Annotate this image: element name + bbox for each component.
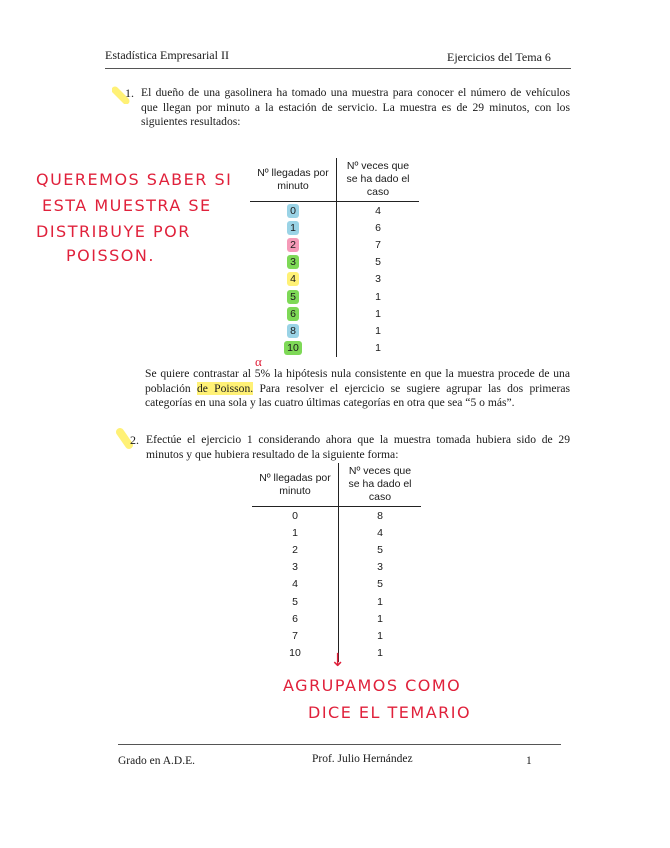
table-row: [252, 610, 421, 627]
arrivals-value: 3: [287, 255, 299, 269]
exercise-1-number: 1.: [125, 86, 134, 100]
down-arrow-icon: ↓: [330, 650, 347, 671]
cell-arrivals: [250, 202, 337, 220]
table-2-header-x: Nº llegadas por minuto: [252, 463, 339, 507]
followup-text-post: Para resolver el ejercicio se sugiere agrupar las dos primeras categorías en una sola y las cuatro últimas categorías en otra que sea “5 o más”.: [145, 381, 571, 409]
table-row: [250, 202, 419, 220]
cell-frequency: 5: [337, 254, 420, 271]
cell-arrivals: [252, 576, 339, 593]
arrivals-value: 2: [292, 543, 298, 556]
followup-text-pre: Se quiere contrastar al 5% la hipótesis nula consistente en que la muestra procede de una población: [145, 367, 570, 395]
arrivals-value: 6: [287, 307, 299, 321]
header-right: Ejercicios del Tema 6: [447, 50, 551, 64]
table-row: [250, 236, 419, 253]
table-row: [252, 627, 421, 644]
cell-arrivals: [252, 559, 339, 576]
cell-frequency: 1: [337, 305, 420, 322]
table-row: [250, 322, 419, 339]
annotation-line-3: DISTRIBUYE POR: [36, 222, 191, 241]
arrivals-value: 7: [292, 629, 298, 642]
header-left: Estadística Empresarial II: [105, 48, 229, 62]
cell-arrivals: [250, 322, 337, 339]
annotation-line-2: ESTA MUESTRA SE: [42, 196, 212, 215]
table-row: [250, 271, 419, 288]
cell-frequency: 1: [337, 340, 420, 357]
cell-frequency: 1: [339, 645, 422, 662]
cell-arrivals: [252, 524, 339, 541]
followup-poisson-highlight: de Poisson.: [196, 381, 254, 395]
arrivals-value: 3: [292, 561, 298, 574]
arrivals-value: 10: [289, 647, 301, 660]
footer-center: Prof. Julio Hernández: [312, 753, 413, 765]
cell-arrivals: [250, 305, 337, 322]
footer-left: Grado en A.D.E.: [118, 755, 195, 767]
exercise-2-number: 2.: [130, 433, 139, 447]
cell-frequency: 7: [337, 236, 420, 253]
arrivals-value: 1: [292, 526, 298, 539]
arrivals-value: 4: [292, 578, 298, 591]
cell-arrivals: [252, 593, 339, 610]
cell-arrivals: [252, 627, 339, 644]
arrivals-value: 0: [287, 204, 299, 218]
table-row: [252, 576, 421, 593]
arrivals-value: 8: [287, 324, 299, 338]
table-row: [252, 541, 421, 558]
exercise-1-followup: [145, 367, 570, 411]
table-row: [250, 254, 419, 271]
table-row: [252, 593, 421, 610]
annotation-2-line-2: DICE EL TEMARIO: [308, 703, 472, 722]
frequency-table-1: [250, 158, 419, 357]
table-1-header-f: Nº veces que se ha dado el caso: [337, 158, 420, 202]
cell-arrivals: [250, 236, 337, 253]
cell-arrivals: [252, 645, 339, 662]
cell-arrivals: [252, 610, 339, 627]
cell-arrivals: [252, 507, 339, 525]
page-number: 1: [526, 755, 532, 767]
table-row: [250, 219, 419, 236]
table-row: [252, 507, 421, 525]
cell-frequency: 8: [339, 507, 422, 525]
arrivals-value: 10: [284, 341, 302, 355]
cell-arrivals: [250, 271, 337, 288]
cell-frequency: 1: [339, 627, 422, 644]
arrivals-value: 5: [292, 595, 298, 608]
cell-frequency: 5: [339, 576, 422, 593]
cell-arrivals: [252, 541, 339, 558]
exercise-1-statement: El dueño de una gasolinera ha tomado una muestra para conocer el número de vehículos que llegan por minuto a la estación de servicio. La muestra es de 29 minutos, con los siguientes resultados:: [141, 86, 570, 128]
annotation-2-line-1: AGRUPAMOS COMO: [283, 676, 462, 695]
cell-frequency: 3: [337, 271, 420, 288]
cell-arrivals: [250, 340, 337, 357]
table-row: [252, 559, 421, 576]
cell-frequency: 1: [339, 610, 422, 627]
cell-frequency: 5: [339, 541, 422, 558]
arrivals-value: 1: [287, 221, 299, 235]
annotation-line-1: QUEREMOS SABER SI: [36, 170, 233, 189]
cell-arrivals: [250, 254, 337, 271]
table-row: [250, 305, 419, 322]
arrivals-value: 0: [292, 509, 298, 522]
cell-frequency: 1: [337, 322, 420, 339]
table-row: [250, 288, 419, 305]
exercise-2-statement: Efectúe el ejercicio 1 considerando ahora que la muestra tomada hubiera sido de 29 minutos y que hubiera resultado de la siguiente forma:: [146, 433, 570, 461]
cell-frequency: 1: [339, 593, 422, 610]
arrivals-value: 5: [287, 290, 299, 304]
alpha-annotation: α: [255, 354, 262, 369]
arrivals-value: 4: [287, 272, 299, 286]
header-rule: [105, 68, 571, 69]
table-1-header-x: Nº llegadas por minuto: [250, 158, 337, 202]
cell-frequency: 3: [339, 559, 422, 576]
cell-frequency: 6: [337, 219, 420, 236]
table-2-header-f: Nº veces que se ha dado el caso: [339, 463, 422, 507]
footer-rule: [118, 744, 561, 745]
cell-frequency: 4: [339, 524, 422, 541]
cell-arrivals: [250, 219, 337, 236]
cell-frequency: 4: [337, 202, 420, 220]
table-row: [252, 524, 421, 541]
annotation-line-4: POISSON.: [66, 246, 155, 265]
arrivals-value: 2: [287, 238, 299, 252]
arrivals-value: 6: [292, 612, 298, 625]
cell-arrivals: [250, 288, 337, 305]
cell-frequency: 1: [337, 288, 420, 305]
table-row: [250, 340, 419, 357]
frequency-table-2: [252, 463, 421, 662]
